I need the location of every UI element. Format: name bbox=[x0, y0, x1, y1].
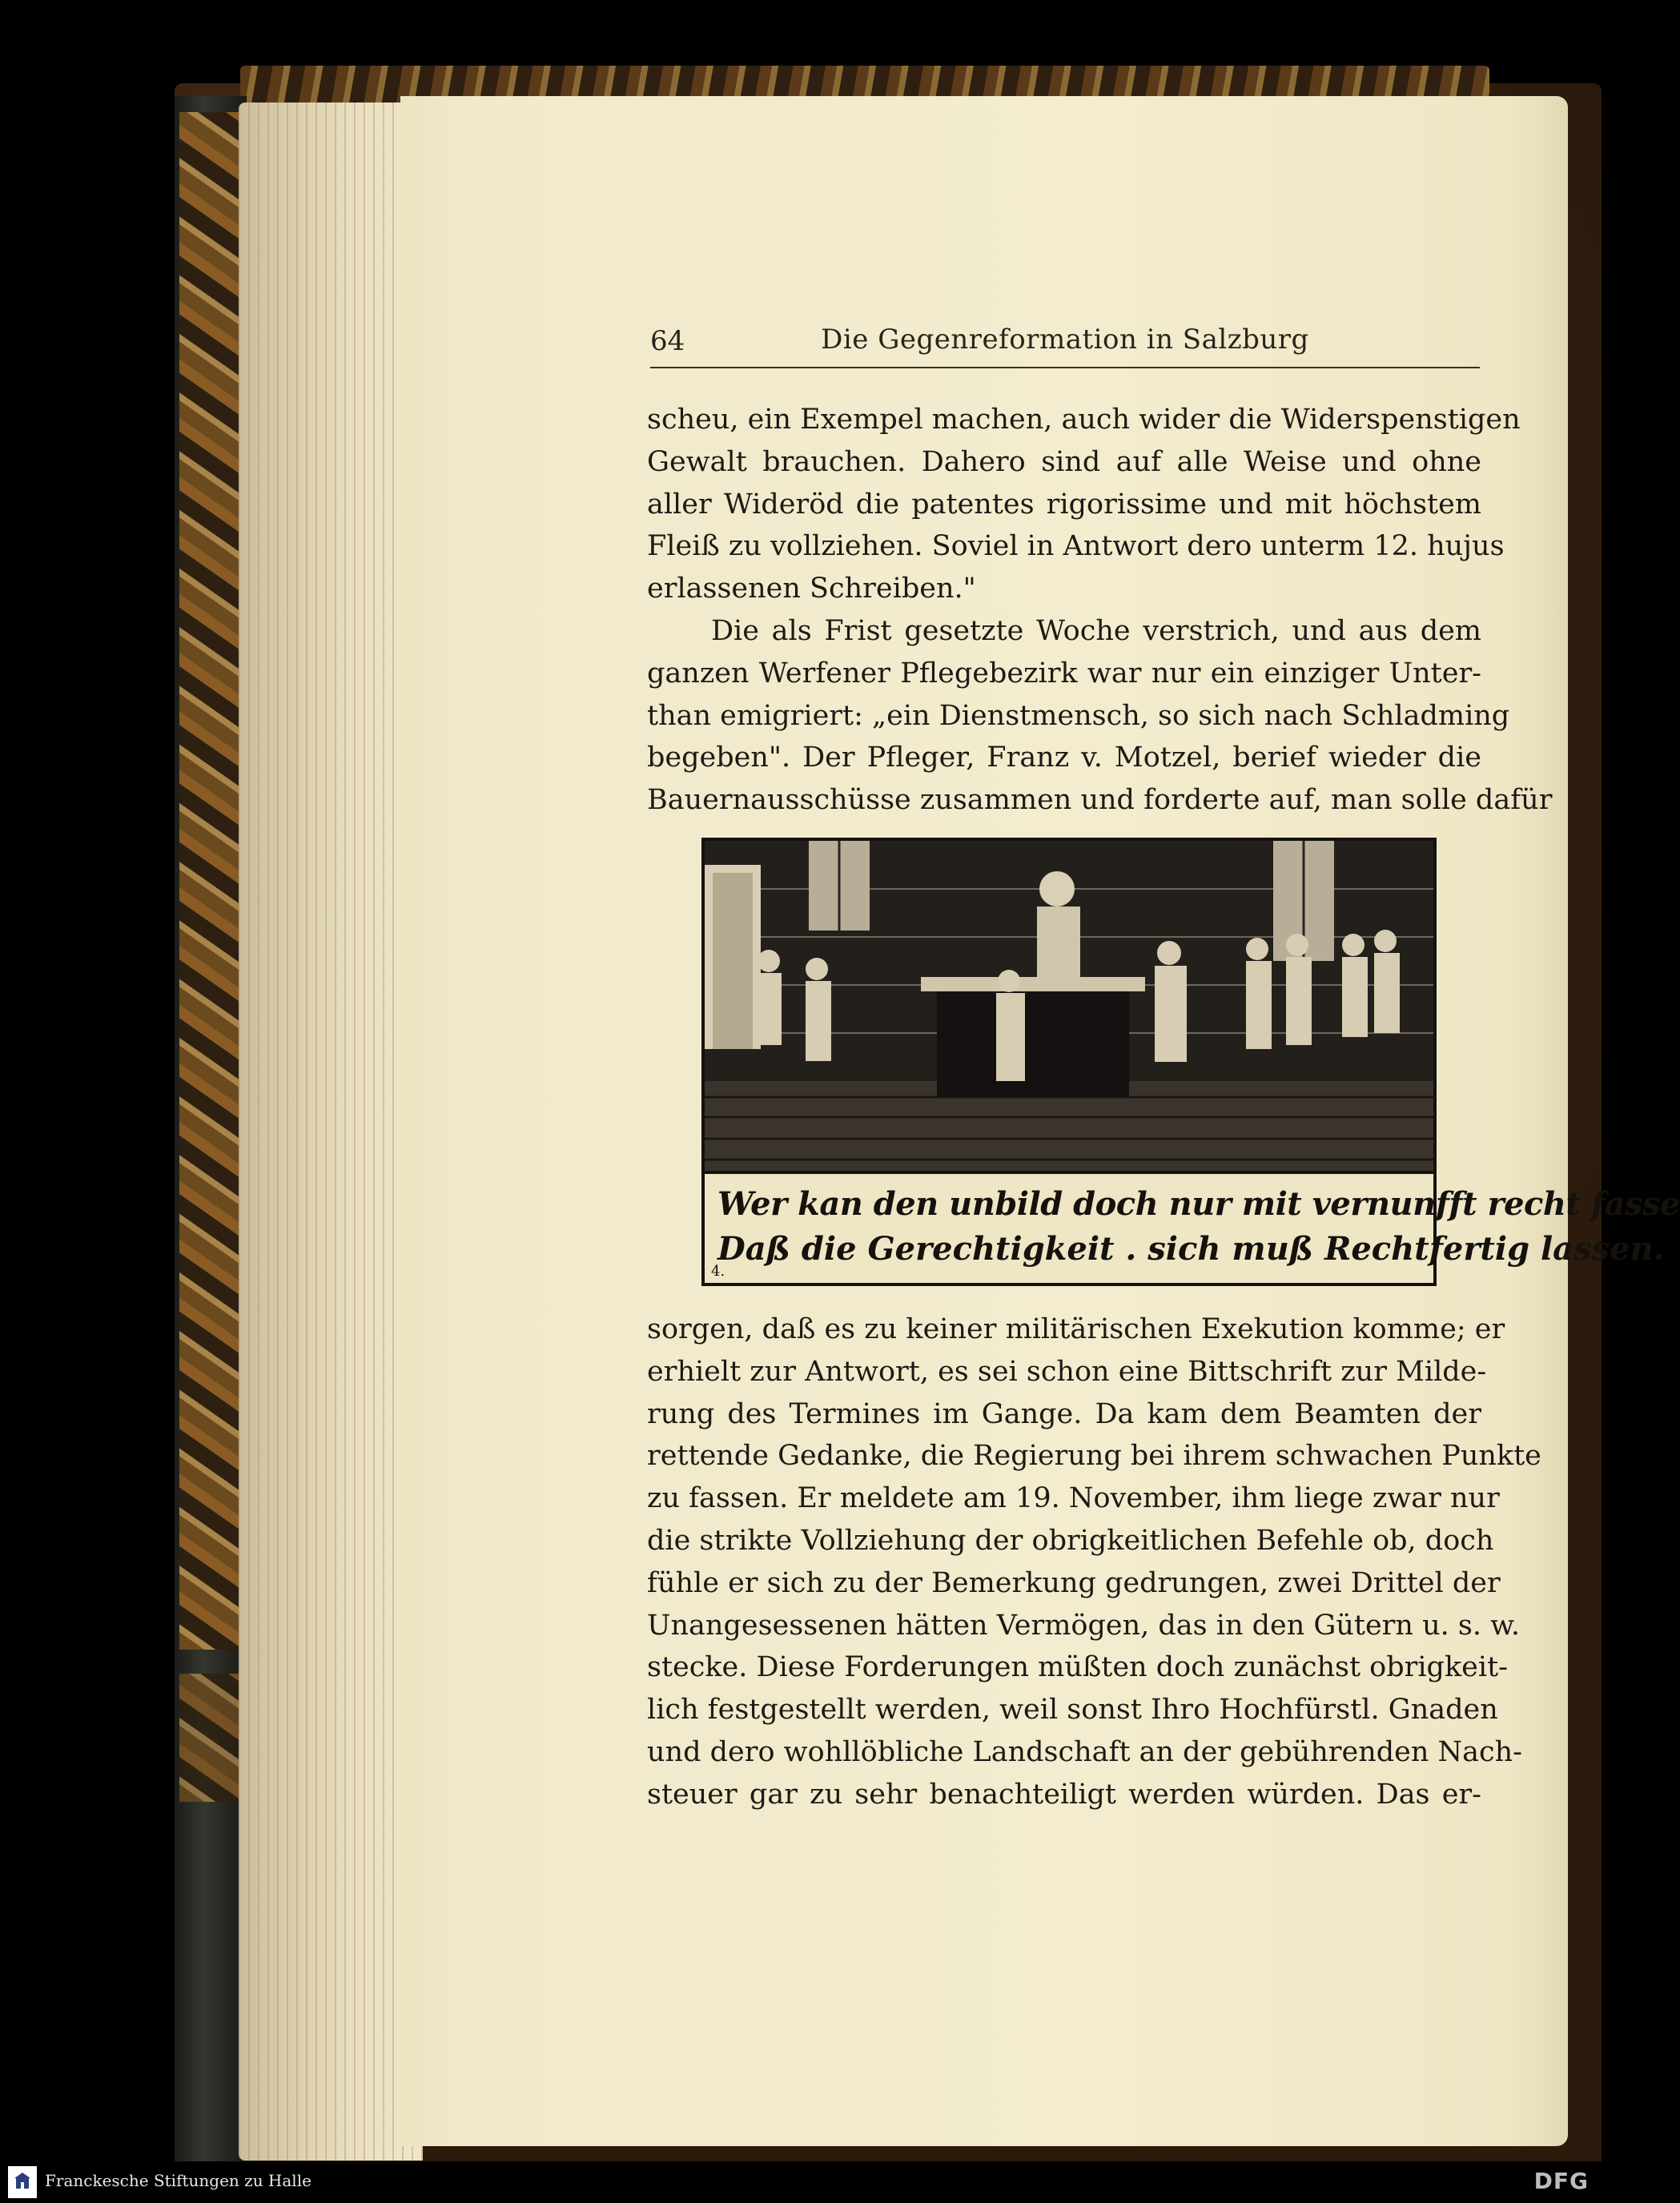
running-head bbox=[650, 322, 1480, 368]
text-line: rung des Termines im Gange. Da kam dem Beamten der bbox=[647, 1397, 1481, 1430]
text-line: ganzen Werfener Pflegebezirk war nur ein einziger Unter- bbox=[647, 657, 1481, 689]
text-line: aller Wideröd die patentes rigorissime und mit höchstem bbox=[647, 488, 1481, 521]
text-line: Unangesessenen hätten Vermögen, das in den Gütern u. s. w. bbox=[647, 1609, 1521, 1642]
text-line: zu fassen. Er meldete am 19. November, ihm liege zwar nur bbox=[647, 1482, 1500, 1515]
text-line: scheu, ein Exempel machen, auch wider die Widerspenstigen bbox=[647, 404, 1521, 436]
text-line: erlassenen Schreiben." bbox=[647, 573, 976, 605]
marbled-endpaper bbox=[179, 112, 247, 1650]
text-line: sorgen, daß es zu keiner militärischen Exekution komme; er bbox=[647, 1313, 1505, 1345]
woodcut-caption bbox=[705, 1171, 1680, 1283]
running-title: Die Gegenreformation in Salzburg bbox=[821, 324, 1309, 356]
text-line: erhielt zur Antwort, es sei schon eine Bittschrift zur Milde- bbox=[647, 1355, 1487, 1388]
text-line: steuer gar zu sehr benachteiligt werden würden. Das er- bbox=[647, 1778, 1481, 1811]
text-line: Fleiß zu vollziehen. Soviel in Antwort dero unterm 12. hujus bbox=[647, 530, 1505, 563]
text-line: than emigriert: „ein Dienstmensch, so sich nach Schladming bbox=[647, 699, 1510, 732]
body-text-bottom bbox=[647, 1309, 1541, 1816]
text-line: fühle er sich zu der Bemerkung gedrungen, zwei Drittel der bbox=[647, 1566, 1501, 1599]
text-line: lich festgestellt werden, weil sonst Ihro Hochfürstl. Gnaden bbox=[647, 1694, 1498, 1727]
text-line: begeben". Der Pfleger, Franz v. Motzel, berief wieder die bbox=[647, 742, 1481, 774]
text-line: und dero wohllöbliche Landschaft an der gebührenden Nach- bbox=[647, 1735, 1522, 1768]
body-text-top bbox=[647, 399, 1553, 822]
institution-logo-icon bbox=[8, 2166, 37, 2198]
text-line: Gewalt brauchen. Dahero sind auf alle Weise und ohne bbox=[647, 445, 1481, 478]
footer-bar bbox=[0, 2161, 1602, 2203]
text-line: rettende Gedanke, die Regierung bei ihrem schwachen Punkte bbox=[647, 1440, 1541, 1473]
woodcut-scene bbox=[705, 841, 1433, 1171]
text-line: stecke. Diese Forderungen müßten doch zunächst obrigkeit- bbox=[647, 1651, 1508, 1684]
page-number: 64 bbox=[650, 325, 685, 357]
text-line: die strikte Vollziehung der obrigkeitlichen Befehle ob, doch bbox=[647, 1524, 1494, 1557]
caption-line: Daß die Gerechtigkeit . sich muß Rechtfertig lassen. bbox=[717, 1230, 1665, 1268]
page-edges bbox=[239, 103, 423, 2161]
caption-line: Wer kan den unbild doch nur mit vernunfft recht fasse bbox=[717, 1185, 1680, 1223]
funder-logo-text: DFG bbox=[1533, 2168, 1589, 2194]
text-line: Die als Frist gesetzte Woche verstrich, und aus dem bbox=[711, 614, 1481, 647]
plate-number: 4. bbox=[711, 1263, 725, 1280]
institution-label: Franckesche Stiftungen zu Halle bbox=[45, 2171, 311, 2190]
woodcut-illustration bbox=[701, 838, 1680, 1286]
text-line: Bauernausschüsse zusammen und forderte auf, man solle dafür bbox=[647, 784, 1553, 817]
marbled-endpaper-lower bbox=[179, 1674, 247, 1802]
